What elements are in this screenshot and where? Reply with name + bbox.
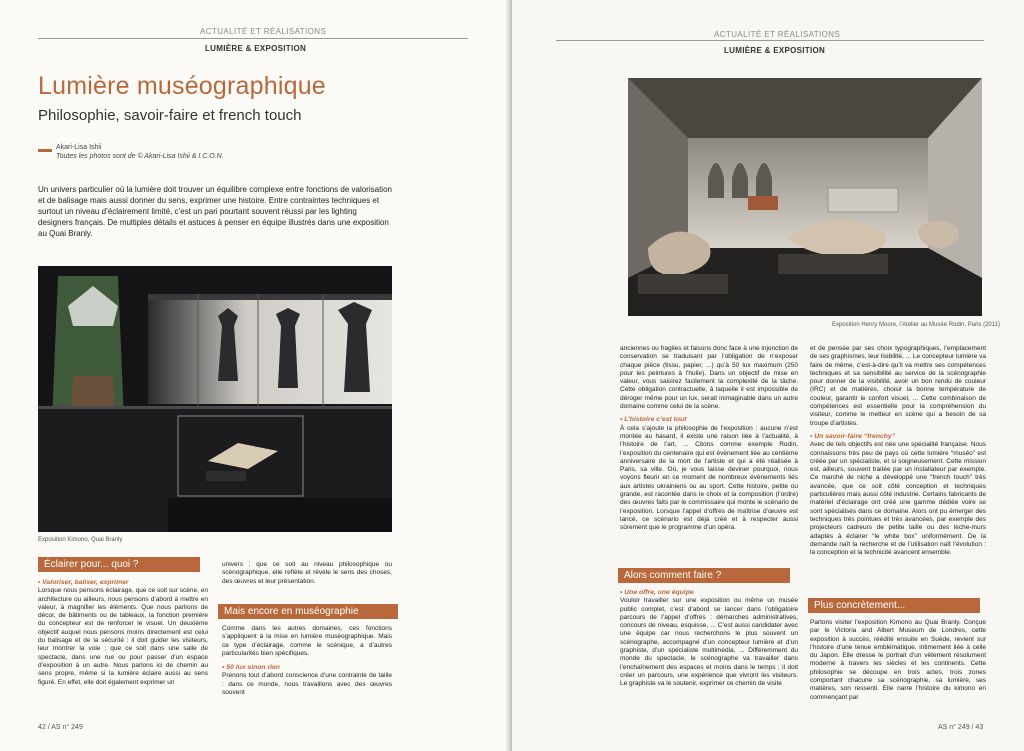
column-b (810, 345, 986, 557)
article-title: Lumière muséographique (38, 72, 326, 100)
section-label-right: LUMIÈRE & EXPOSITION (724, 46, 826, 55)
photo-caption-right: Exposition Henry Moore, l’Atelier au Musée Rodin, Paris (2011) (832, 322, 1000, 328)
author-name: Akari-Lisa Ishii (56, 144, 102, 151)
column-1 (38, 579, 208, 687)
page-number-right: AS n° 249 / 43 (938, 724, 984, 731)
column-b-text-2: Avec de tels objectifs est née une spécialité française. Nous connaissons très peu de pays où cette lumière “muséo” est créée par un spécialiste, et si soigneusement. Cette mission est, ailleurs, souvent traitée par un installateur par exemple. Ce marché de niche a développé une “french touch” très avancée, que ce soit côté conception et techniques particulières mais aussi côté industrie. Certains fabricants de matériel d’éclairage ont créé une gamme dédiée voire se sont spécialisés dans ce domaine. Alors ont pu émerger des techniques très pointues et très avancées, par exemple des projecteurs cadreurs de petite taille ou des lèche-murs adaptés à éclairer “le white box” uniformément. De la demande naît la recherche et de l’utilisation naît l’évolution : la conception et la technicité avancent ensemble. (810, 441, 986, 557)
column-a-text: anciennes ou fragiles et faisons donc face à une injonction de conservation se traduisant par l’obligation de n’exposer chaque pièce (tissu, papier, ...) qu’à 50 lux maximum (250 pour les peintures à l’huile). Dans un objectif de mise en valeur, vous saisirez facilement la complexité de la tâche. Cette obligation contractuelle, à laquelle il est impossible de déroger même pour un lux, serait inimaginable dans un autre domaine comme celui de la scène. (620, 345, 798, 411)
author-marker (38, 149, 52, 152)
column-2 (222, 625, 392, 697)
section-heading-museographie: Mais encore en muséographie (218, 604, 398, 619)
column-a-text-2: À cela s’ajoute la philosophie de l’exposition : aucune n’est montée au hasard, il existe une raison liée à l’actualité, à l’histoire de l’art, ... Citons comme exemple Rodin, l’exposition du centenaire qui est évènement liée au centième anniversaire de la mort de l’artiste et qui a été réalisée à Paris, sa ville. Où, je vous laisse deviner pourquoi, nous voyons fleurir en ce moment de nombreux évènements liés aux artistes ukrainiens ou au sport. Cette histoire, petite ou grande, est racontée dans le choix et la composition (l’ordre) des œuvres faits par le commissaire qui monte le scénario de l’exposition. Lorsque l’appel d’offres de maîtrise d’œuvre est lancé, ce scénario est déjà créé et à respecter aussi sûrement que le programme d’un opéra. (620, 424, 798, 532)
page-number-left: 42 / AS n° 249 (38, 724, 83, 731)
left-page (0, 0, 510, 751)
running-head-right: ACTUALITÉ ET RÉALISATIONS (714, 30, 841, 39)
column-2-text-end: Prenons tout d’abord conscience d’une contrainte de taille : dans ce monde, nous travaillons avec des œuvres souvent (222, 672, 392, 697)
subhead-savoir-faire: • Un savoir-faire “frenchy” (810, 432, 896, 440)
right-page (512, 0, 1024, 751)
subhead-50lux: • 50 lux sinon rien (222, 664, 280, 672)
section-heading-eclairer: Éclairer pour... quoi ? (38, 557, 200, 572)
header-rule (38, 38, 468, 39)
kimono-exhibition-photo (38, 266, 392, 532)
photo-caption: Exposition Kimono, Quai Branly (38, 537, 123, 543)
article-subtitle: Philosophie, savoir-faire et french touch (38, 107, 302, 124)
column-a (620, 345, 798, 533)
column-1-text: Lorsque nous pensons éclairage, que ce soit sur scène, en architecture ou ailleurs, nous pensons d’abord à mettre en valeur, à magnifier les éléments. Que nous parlions de décor, de bâtiments ou de tableaux, la fonction première du concepteur est de renforcer le visuel. Un deuxième objectif auquel nous pensons moins directement est celui du balisage et de la sécurité : il doit guider les visiteurs, leur montrer la voie ; que ce soit dans une salle de spectacle, dans une rue ou pour passer d’un espace d’exposition à un autre. Nous parlons ici de chemin au sens propre, même si la lumière éclaire aussi au sens figuré. En effet, elle doit également exprimer un (38, 587, 208, 686)
photo-credits: Toutes les photos sont de © Akari-Lisa Ishii & I.C.O.N. (56, 153, 224, 160)
section-label: LUMIÈRE & EXPOSITION (205, 44, 307, 53)
column-a-text-3: Vouloir travailler sur une exposition ou même un musée public complet, c’est d’abord se lancer dans l’obligatoire parcours de l’appel d’offres : démarches administratives, concours de niveau, esquisse, ... C’est aussi candidater avec une équipe car nous recherchons le plus souvent un scénographe, accompagné d’un concepteur lumière et d’un graphiste, d’un spécialiste multimédia, ... Différemment du monde du spectacle, le scénographe va travailler dans l’enchaînement des espaces et moins dans le temps ; il doit créer un parcours, une expérience que vivront les visiteurs. Le graphiste va le soutenir, exprimer ce chemin de visite (620, 597, 798, 688)
header-rule-right (556, 40, 984, 41)
subhead-histoire: • L’histoire c’est tout (620, 416, 687, 424)
column-b-bottom: Partons visiter l’exposition Kimono au Quai Branly. Conçue par le Victoria and Albert Museum de Londres, cette exposition à succès, réédité ensuite en Suède, revient sur l’histoire d’une tenue emblématique, intimement liée à celle du Japon. Elle dresse le portrait d’un vêtement résolument moderne à travers les siècles et les continents. Cette philosophie se découpe en trois actes, trois zones comportant chacune sa scénographie, sa lumière, ses matières, son ressenti. Elle narre l’histoire du kimono en commençant par (810, 619, 986, 701)
column-b-text: et de pensée par ses choix typographiques, l’emplacement de ses graphismes, leur lisibilité, ... Le concepteur lumière va faire de même, c’est-à-dire qu’il va mettre ses compétences techniques et sa sensibilité au service de la scénographie pour donner de la visibilité, avoir un bon rendu de couleur (IRC) et de matières, choisir la bonne température de couleur, garantir le confort visuel, ... Cette combinaison de compétences est essentielle pour la compréhension du visiteur, comme le metteur en scène qui a besoin de sa troupe d’artistes. (810, 345, 986, 427)
henry-moore-exhibition-photo (628, 78, 982, 316)
column-2-top: univers ; que ce soit au niveau philosophique ou scénographique, elle reflète et révèle le sens des choses, des œuvres et leur présentation. (222, 561, 392, 585)
column-2-text: Comme dans les autres domaines, ces fonctions s’appliquent à la mise en lumière muséographique. Mais ce type d’éclairage, comme le scénique, a d’autres particularités bien spécifiques. (222, 625, 392, 657)
column-a-bottom (620, 589, 798, 689)
running-head: ACTUALITÉ ET RÉALISATIONS (200, 27, 327, 36)
section-heading-comment-faire: Alors comment faire ? (618, 568, 790, 583)
section-heading-concretement: Plus concrètement... (808, 598, 980, 613)
intro-paragraph: Un univers particulier où la lumière doit trouver un équilibre complexe entre fonctions de valorisation et de balisage mais aussi donner du sens, exprimer une histoire. Entre contraintes techniques et surtout un niveau d’éclairement limité, c’est un pari pourtant souvent réussi par les lighting designers français. De multiples détails et astuces à penser en équipe illustrés dans une exposition au Quai Branly. (38, 185, 392, 238)
subhead-valoriser: • Valoriser, baliser, exprimer (38, 579, 129, 586)
subhead-offre-equipe: • Une offre, une équipe (620, 589, 694, 596)
